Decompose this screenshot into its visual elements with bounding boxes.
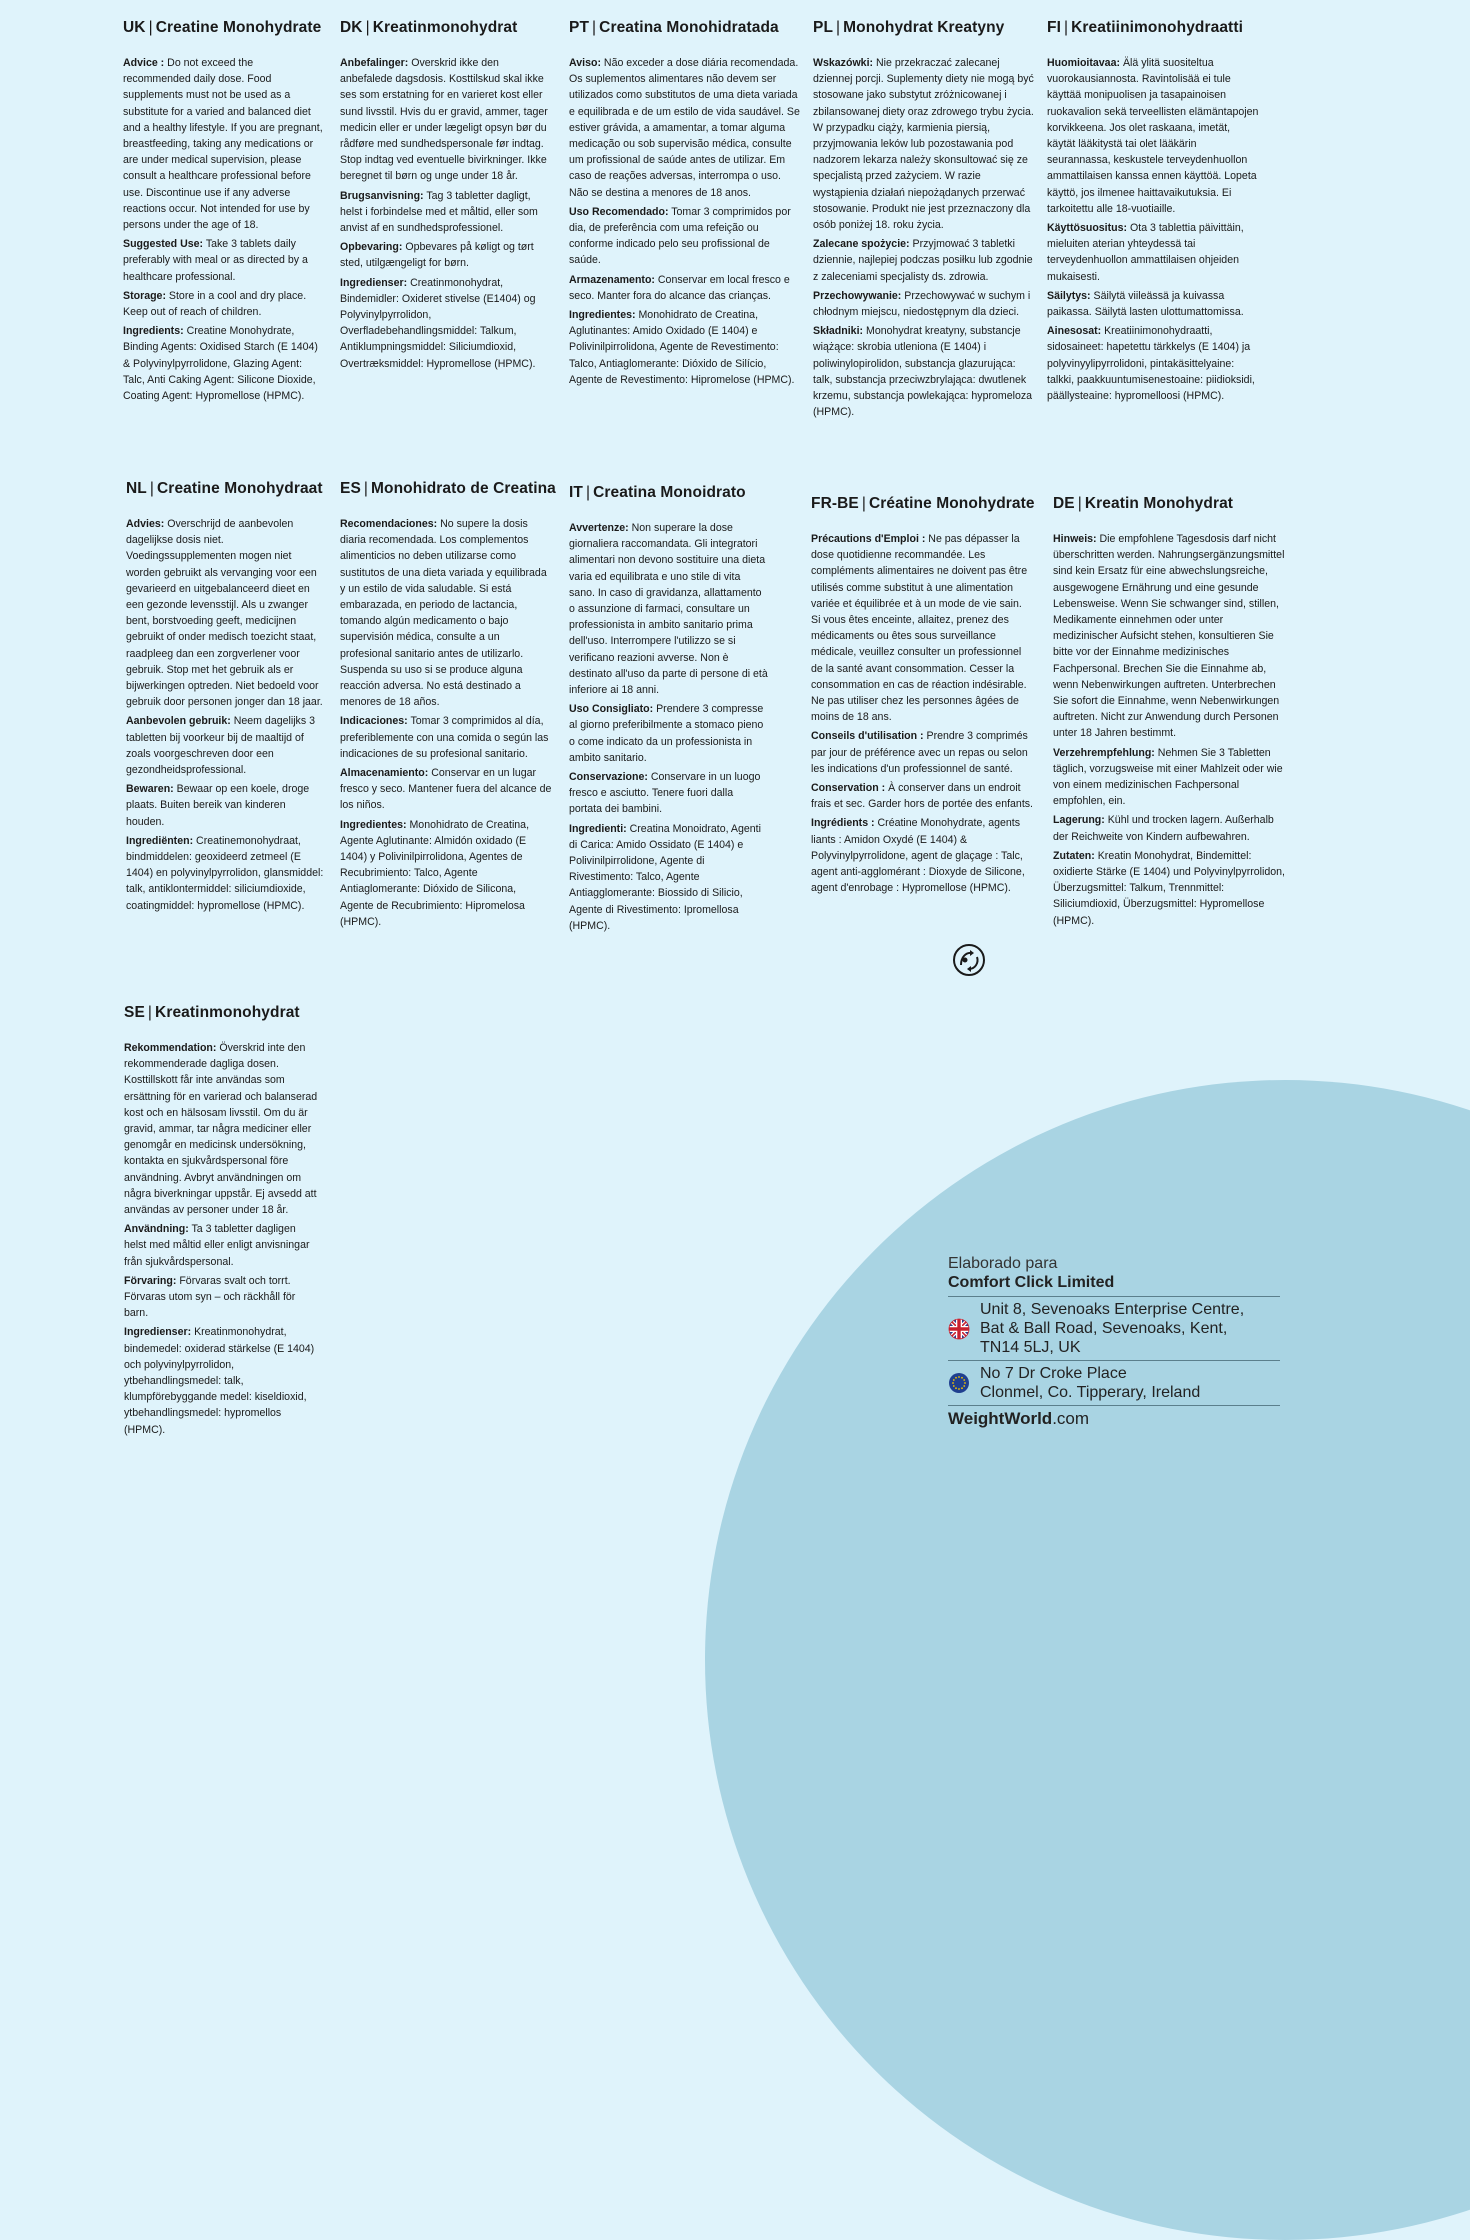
language-code: ES	[340, 480, 361, 497]
info-paragraph	[126, 516, 326, 710]
company-name: Comfort Click Limited	[948, 1274, 1115, 1291]
info-paragraph	[1047, 220, 1259, 285]
paragraph-label: Précautions d'Emploi :	[811, 533, 926, 545]
section-heading	[126, 480, 326, 498]
uk-address-line-2: Bat & Ball Road, Sevenoaks, Kent,	[980, 1320, 1228, 1337]
paragraph-label: Wskazówki:	[813, 57, 874, 69]
paragraph-label: Opbevaring:	[340, 241, 403, 254]
section-es	[340, 480, 556, 933]
paragraph-label: Ingredientes:	[340, 818, 407, 831]
paragraph-label: Ingrediënten:	[126, 834, 194, 847]
info-paragraph	[569, 821, 769, 934]
paragraph-label: Storage:	[123, 289, 166, 302]
paragraph-text: Älä ylitä suositeltua vuorokausiannosta. Ravintolisää ei tule käyttää monipuolisen ja tasapainoisen ruokavalion sekä terveellisten elämäntapojen korvikkeena. Jos olet raskaana, imetät, käytät lääkitystä tai olet lääkärin seurannassa, keskustele terveydenhuollon ammattilaisen kanssa ennen käyttöä. Lopeta käyttö, jos ilmenee haittavaikutuksia. Ei tarkoitettu alle 18-vuotiaille.	[1047, 57, 1259, 215]
paragraph-text: Creatinmonohydrat, Bindemidler: Oxideret stivelse (E1404) og Polyvinylpyrrolidon, Overfladebehandlingsmiddel: Talkum, Antiklumpningsmiddel: Siliciumdioxid, Overtræksmiddel: Hypromellose (HPMC).	[340, 276, 536, 370]
info-paragraph	[340, 239, 548, 271]
paragraph-text: Prendre 3 comprimés par jour de préférence avec un repas ou selon les indications d'un professionnel de santé.	[811, 730, 1028, 775]
info-paragraph	[340, 765, 552, 814]
paragraph-text: Kreatinmonohydrat, bindemedel: oxiderad stärkelse (E 1404) och polyvinylpyrrolidon, ytbehandlingsmedel: talk, klumpförebyggande medel: kiseldioxid, ytbehandlingsmedel: hypromellos (HPMC).	[124, 1326, 315, 1436]
eu-address-line-2: Clonmel, Co. Tipperary, Ireland	[980, 1384, 1201, 1401]
info-paragraph	[124, 1221, 320, 1270]
info-paragraph	[123, 55, 323, 233]
paragraph-label: Ingredienti:	[569, 822, 627, 835]
info-paragraph	[811, 531, 1033, 725]
language-code: FI	[1047, 19, 1061, 36]
language-code: NL	[126, 480, 147, 497]
paragraph-text: Do not exceed the recommended daily dose. Food supplements must not be used as a substitute for a varied and balanced diet and a healthy lifestyle. If you are pregnant, breastfeeding, taking any medications or are under medical supervision, please consult a healthcare professional before use. Discontinue use if any adverse reactions occur. Not intended for use by persons under the age of 18.	[123, 57, 323, 232]
uk-address	[948, 1297, 1280, 1360]
heading-separator: |	[861, 495, 866, 512]
info-paragraph	[811, 815, 1033, 896]
section-dk	[340, 19, 548, 375]
paragraph-label: Anbefalinger:	[340, 57, 409, 69]
paragraph-text: Ta 3 tabletter dagligen helst med måltid eller enligt anvisningar från sjukvårdspersonal.	[124, 1223, 310, 1268]
info-paragraph	[569, 701, 769, 766]
product-title: Creatine Monohydrate	[155, 19, 322, 36]
paragraph-text: Tomar 3 comprimidos por dia, de preferência com uma refeição ou conforme indicado pelo seu profissional de saúde.	[569, 205, 791, 267]
info-paragraph	[1053, 745, 1285, 810]
paragraph-label: Advies:	[126, 518, 165, 530]
paragraph-text: Förvaras svalt och torrt. Förvaras utom syn – och räckhåll för barn.	[124, 1274, 296, 1320]
heading-separator: |	[592, 19, 597, 36]
paragraph-label: Indicaciones:	[340, 715, 408, 728]
info-paragraph	[569, 769, 769, 818]
language-code: PL	[813, 19, 834, 36]
paragraph-label: Användning:	[124, 1223, 189, 1236]
paragraph-text: Nie przekraczać zalecanej dziennej porcji. Suplementy diety nie mogą być stosowane jako substytut zróżnicowanej i zbilansowanej diety oraz zdrowego trybu życia. W przypadku ciąży, karmienia piersią, przyjmowania leków lub pozostawania pod nadzorem lekarza należy skonsultować się ze specjalistą przed zażyciem. W razie wystąpienia działań niepożądanych przerwać stosowanie. Produkt nie jest przeznaczony dla osób poniżej 18. roku życia.	[813, 57, 1034, 232]
paragraph-text: À conserver dans un endroit frais et sec. Garder hors de portée des enfants.	[811, 782, 1033, 811]
section-fi	[1047, 19, 1259, 407]
paragraph-label: Armazenamento:	[569, 273, 655, 286]
paragraph-text: Tomar 3 comprimidos al día, preferiblemente con una comida o según las indicaciones de su profesional sanitario.	[340, 715, 549, 760]
info-paragraph	[123, 288, 323, 320]
paragraph-label: Conservazione:	[569, 771, 648, 784]
paragraph-text: Overskrid ikke den anbefalede dagsdosis. Kosttilskud skal ikke ses som erstatning for en varieret kost eller sund livsstil. Hvis du er gravid, ammer, tager medicin eller er under lægeligt opsyn bør du rådføre med sundhedspersonale før indtag. Stop indtag ved eventuelle bivirkninger. Ikke beregnet til børn og unge under 18 år.	[340, 57, 548, 183]
section-heading	[813, 19, 1035, 37]
section-heading	[123, 19, 323, 37]
section-heading	[569, 484, 769, 502]
paragraph-label: Składniki:	[813, 325, 864, 338]
paragraph-text: Store in a cool and dry place. Keep out of reach of children.	[123, 289, 307, 319]
paragraph-label: Ingrédients :	[811, 817, 875, 830]
info-paragraph	[340, 516, 552, 710]
heading-separator: |	[836, 19, 841, 36]
heading-separator: |	[147, 1004, 153, 1021]
paragraph-label: Ingredients:	[123, 325, 184, 338]
paragraph-label: Recomendaciones:	[340, 518, 438, 530]
paragraph-label: Förvaring:	[124, 1274, 177, 1287]
paragraph-label: Conservation :	[811, 782, 886, 795]
paragraph-text: Kühl und trocken lagern. Außerhalb der Reichweite von Kindern aufbewahren.	[1053, 814, 1274, 843]
product-title: Creatina Monohidratada	[599, 19, 779, 36]
paragraph-text: Säilytä viileässä ja kuivassa paikassa. Säilytä lasten ulottumattomissa.	[1047, 289, 1244, 319]
paragraph-label: Brugsanvisning:	[340, 189, 424, 202]
paragraph-label: Almacenamiento:	[340, 767, 429, 780]
section-pl	[813, 19, 1035, 423]
paragraph-label: Conseils d'utilisation :	[811, 730, 924, 743]
info-paragraph	[1047, 323, 1259, 404]
heading-separator: |	[1063, 19, 1069, 36]
paragraph-label: Bewaren:	[126, 783, 174, 796]
heading-separator: |	[363, 480, 369, 497]
paragraph-label: Ainesosat:	[1047, 325, 1102, 338]
language-code: UK	[123, 19, 146, 36]
paragraph-label: Aanbevolen gebruik:	[126, 715, 231, 728]
section-heading	[811, 495, 1033, 513]
paragraph-label: Uso Consigliato:	[569, 703, 654, 716]
paragraph-label: Advice :	[123, 57, 165, 69]
background-circle	[705, 1080, 1470, 2240]
paragraph-text: Bewaar op een koele, droge plaats. Buiten bereik van kinderen houden.	[126, 783, 310, 828]
info-paragraph	[1047, 55, 1259, 217]
paragraph-text: Przyjmować 3 tabletki dziennie, najlepiej podczas posiłku lub zgodnie z zaleceniami specjalisty ds. zdrowia.	[813, 238, 1033, 283]
section-it	[569, 484, 769, 937]
manufacturer-footer	[948, 1255, 1280, 1429]
brand-logo	[948, 1406, 1280, 1429]
brand-domain: .com	[1052, 1409, 1090, 1428]
paragraph-label: Aviso:	[569, 57, 601, 69]
paragraph-text: Överskrid inte den rekommenderade dagliga dosen. Kosttillskott får inte användas som ersättning för en varierad och balanserad kost och en hälsosam livsstil. Om du är gravid, ammar, tar några mediciner eller genomgår en medicinsk undersökning, kontakta en sjukvårdspersonal före användning. Avbryt användningen om några biverkningar uppstår. Ej avsedd att användas av personer under 18 år.	[124, 1042, 318, 1217]
paragraph-text: Conservar em local fresco e seco. Manter fora do alcance das crianças.	[569, 273, 790, 302]
uk-address-line-3: TN14 5LJ, UK	[980, 1339, 1081, 1356]
product-title: Creatina Monoidrato	[593, 484, 746, 501]
section-de	[1053, 495, 1285, 932]
paragraph-text: Monohidrato de Creatina, Aglutinantes: Amido Oxidado (E 1404) e Polivinilpirrolidona, Agente de Revestimento: Talco, Antiaglomerante: Dióxido de Silício, Agente de Revestimento: Hipromelose (HPMC).	[569, 309, 795, 386]
info-paragraph	[124, 1040, 320, 1218]
product-title: Kreatiinimonohydraatti	[1071, 19, 1243, 36]
paragraph-label: Suggested Use:	[123, 238, 204, 251]
paragraph-label: Hinweis:	[1053, 533, 1097, 545]
section-heading	[569, 19, 801, 37]
info-paragraph	[126, 781, 326, 830]
paragraph-label: Zutaten:	[1053, 849, 1095, 862]
info-paragraph	[813, 236, 1035, 285]
section-heading	[340, 19, 548, 37]
info-paragraph	[126, 833, 326, 914]
paragraph-label: Ingredienser:	[340, 276, 408, 289]
paragraph-label: Verzehrempfehlung:	[1053, 746, 1155, 759]
info-paragraph	[569, 520, 769, 698]
section-pt	[569, 19, 801, 391]
section-heading	[124, 1004, 320, 1022]
paragraph-text: Monohidrato de Creatina, Agente Aglutinante: Almidón oxidado (E 1404) y Polivinilpirrolidona, Agentes de Recubrimiento: Talco, Agente Antiaglomerante: Dióxido de Silicona, Agente de Recubrimiento: Hipromelosa (HPMC).	[340, 818, 530, 928]
product-title: Créatine Monohydrate	[869, 495, 1035, 512]
paragraph-text: Nehmen Sie 3 Tabletten täglich, vorzugsweise mit einer Mahlzeit oder wie von einem medizinischen Fachpersonal empfohlen, ein.	[1053, 746, 1283, 808]
heading-separator: |	[1077, 495, 1082, 512]
paragraph-text: Monohydrat kreatyny, substancje wiążące: skrobia utleniona (E 1404) i poliwinylopirolidon, substancja glazurująca: talk, substancja przeciwzbrylająca: dwutlenek krzemu, substancja powlekająca: hypromeloza (HPMC).	[813, 325, 1033, 419]
paragraph-text: Creatine Monohydrate, Binding Agents: Oxidised Starch (E 1404) & Polyvinylpyrrolidone, Glazing Agent: Talc, Anti Caking Agent: Silicone Dioxide, Coating Agent: Hypromellose (HPMC).	[123, 325, 318, 403]
paragraph-text: Conservare in un luogo fresco e asciutto. Tenere fuori dalla portata dei bambini.	[569, 771, 761, 816]
paragraph-text: Non superare la dose giornaliera raccomandata. Gli integratori alimentari non devono sostituire una dieta varia ed equilibrata e uno stile di vita sano. In caso di gravidanza, allattamento o assunzione di farmaci, consultare un professionista in ambito sanitario prima dell'uso. Interrompere l'utilizzo se si verificano reazioni avverse. Non è destinato all'uso da parte di persone di età inferiore ai 18 anni.	[569, 522, 768, 697]
paragraph-text: Overschrijd de aanbevolen dagelijkse dosis niet. Voedingssupplementen mogen niet worden gebruikt als vervanging voor een gevarieerd en uitgebalanceerd dieet en een gezonde levensstijl. Als u zwanger bent, borstvoeding geeft, medicijnen gebruikt of onder medisch toezicht staat, raadpleeg dan een zorgverlener voor gebruik. Stop met het gebruik als er bijwerkingen optreden. Niet bedoeld voor gebruik door personen jonger dan 18 jaar.	[126, 518, 323, 709]
paragraph-text: Opbevares på køligt og tørt sted, utilgængeligt for børn.	[340, 241, 534, 270]
info-paragraph	[1047, 288, 1259, 320]
paragraph-text: Przechowywać w suchym i chłodnym miejscu, niedostępnym dla dzieci.	[813, 289, 1031, 319]
paragraph-text: Take 3 tablets daily preferably with meal or as directed by a healthcare professional.	[123, 238, 308, 283]
info-paragraph	[340, 275, 548, 372]
section-heading	[340, 480, 556, 498]
paragraph-text: Créatine Monohydrate, agents liants : Amidon Oxydé (E 1404) & Polyvinylpyrrolidone, agent de glaçage : Talc, agent anti-agglomérant : Dioxyde de Silicone, agent d'enrobage : Hypromellose (HPMC).	[811, 817, 1025, 895]
paragraph-text: Creatinemonohydraat, bindmiddelen: geoxideerd zetmeel (E 1404) en polyvinylpyrrolidon, glansmiddel: talk, antiklontermiddel: siliciumdioxide, coatingmiddel: hypromellose (HPMC).	[126, 834, 324, 912]
product-title: Kreatinmonohydrat	[372, 19, 518, 36]
paragraph-text: Kreatiinimonohydraatti, sidosaineet: hapetettu tärkkelys (E 1404) ja polyvinyylipyrrolidoni, pintakäsittelyaine: talkki, paakkuuntumisenestoaine: piidioksidi, päällysteaine: hypromelloosi (HPMC).	[1047, 325, 1255, 403]
language-code: DK	[340, 19, 363, 36]
paragraph-label: Przechowywanie:	[813, 289, 902, 302]
info-paragraph	[569, 307, 801, 388]
product-title: Monohidrato de Creatina	[371, 480, 556, 497]
section-heading	[1047, 19, 1259, 37]
section-uk	[123, 19, 323, 407]
paragraph-label: Uso Recomendado:	[569, 205, 669, 218]
language-code: IT	[569, 484, 583, 501]
info-paragraph	[1053, 848, 1285, 929]
product-title: Monohydrat Kreatyny	[843, 19, 1005, 36]
paragraph-text: Prendere 3 compresse al giorno preferibilmente a stomaco pieno o come indicato da un professionista in ambito sanitario.	[569, 703, 764, 764]
info-paragraph	[1053, 812, 1285, 844]
paragraph-label: Säilytys:	[1047, 289, 1091, 302]
paragraph-text: Tag 3 tabletter dagligt, helst i forbindelse med et måltid, eller som anvist af en sundhedsprofessionel.	[340, 189, 538, 235]
paragraph-text: Neem dagelijks 3 tabletten bij voorkeur bij de maaltijd of zoals voorgeschreven door een gezondheidsprofessional.	[126, 715, 315, 777]
eu-flag-icon	[948, 1372, 970, 1394]
heading-separator: |	[148, 19, 153, 36]
uk-address-line-1: Unit 8, Sevenoaks Enterprise Centre,	[980, 1301, 1245, 1318]
language-code: PT	[569, 19, 590, 36]
eu-address-line-1: No 7 Dr Croke Place	[980, 1365, 1127, 1382]
product-title: Kreatinmonohydrat	[155, 1004, 300, 1021]
info-paragraph	[569, 272, 801, 304]
recycle-icon	[952, 943, 986, 977]
info-paragraph	[813, 323, 1035, 420]
product-title: Creatine Monohydraat	[157, 480, 323, 497]
paragraph-label: Ingredientes:	[569, 309, 636, 322]
paragraph-text: No supere la dosis diaria recomendada. Los complementos alimenticios no deben utilizarse como sustitutos de una dieta variada y equilibrada y un estilo de vida saludable. Si está embarazada, en periodo de lactancia, tomando algún medicamento o bajo supervisión médica, consulte a un profesional sanitario antes de utilizarlo. Suspenda su uso si se produce alguna reacción adversa. No está destinado a menores de 18 años.	[340, 518, 547, 709]
info-paragraph	[340, 188, 548, 237]
info-paragraph	[340, 713, 552, 762]
language-code: SE	[124, 1004, 145, 1021]
info-paragraph	[126, 713, 326, 778]
uk-flag-icon	[948, 1318, 970, 1340]
info-paragraph	[1053, 531, 1285, 742]
language-code: FR-BE	[811, 495, 859, 512]
paragraph-text: Ne pas dépasser la dose quotidienne recommandée. Les compléments alimentaires ne doivent pas être utilisés comme substitut à une alimentation variée et équilibrée et à un mode de vie sain. Si vous êtes enceinte, allaitez, prenez des médicaments ou êtes sous surveillance médicale, veuillez consulter un professionnel de la santé avant consommation. Cesser la consommation en cas de réaction indésirable. Ne pas utiliser chez les personnes âgées de moins de 18 ans.	[811, 533, 1028, 724]
section-heading	[1053, 495, 1285, 513]
paragraph-label: Lagerung:	[1053, 814, 1105, 827]
paragraph-text: Creatina Monoidrato, Agenti di Carica: Amido Ossidato (E 1404) e Polivinilpirrolidone, Agente di Rivestimento: Talco, Agente Antiagglomerante: Biossido di Silicio, Agente di Rivestimento: Ipromellosa (HPMC).	[569, 822, 761, 932]
info-paragraph	[123, 323, 323, 404]
brand-name: WeightWorld	[948, 1409, 1053, 1428]
paragraph-label: Zalecane spożycie:	[813, 238, 910, 251]
info-paragraph	[569, 55, 801, 201]
heading-separator: |	[585, 484, 591, 501]
info-paragraph	[124, 1324, 320, 1437]
info-paragraph	[811, 780, 1033, 812]
section-se	[124, 1004, 320, 1441]
paragraph-label: Käyttösuositus:	[1047, 222, 1128, 235]
heading-separator: |	[365, 19, 370, 36]
info-paragraph	[340, 55, 548, 185]
info-paragraph	[811, 728, 1033, 777]
info-paragraph	[340, 817, 552, 930]
info-paragraph	[813, 55, 1035, 233]
section-nl	[126, 480, 326, 917]
made-for-label: Elaborado para	[948, 1255, 1058, 1272]
paragraph-text: Conservar en un lugar fresco y seco. Mantener fuera del alcance de los niños.	[340, 767, 552, 812]
paragraph-text: Ota 3 tablettia päivittäin, mieluiten aterian yhteydessä tai terveydenhuollon ammattilaisen ohjeiden mukaisesti.	[1047, 222, 1244, 283]
eu-address	[948, 1361, 1280, 1405]
paragraph-label: Ingredienser:	[124, 1326, 192, 1339]
product-title: Kreatin Monohydrat	[1084, 495, 1234, 512]
info-paragraph	[123, 236, 323, 285]
info-paragraph	[124, 1273, 320, 1322]
language-code: DE	[1053, 495, 1075, 512]
paragraph-label: Huomioitavaa:	[1047, 57, 1120, 69]
paragraph-text: Die empfohlene Tagesdosis darf nicht überschritten werden. Nahrungsergänzungsmittel sind kein Ersatz für eine abwechslungsreiche, ausgewogene Ernährung und eine gesunde Lebensweise. Wenn Sie schwanger sind, stillen, Medikamente einnehmen oder unter medizinischer Aufsicht stehen, konsultieren Sie bitte vor der Einnahme medizinisches Fachpersonal. Brechen Sie die Einnahme ab, wenn Nebenwirkungen auftreten. Unterbrechen Sie sofort die Einnahme, wenn Nebenwirkungen auftreten. Nicht zur Anwendung durch Personen unter 18 Jahren bestimmt.	[1053, 533, 1285, 740]
info-paragraph	[569, 204, 801, 269]
section-frbe	[811, 495, 1033, 899]
paragraph-text: Kreatin Monohydrat, Bindemittel: oxidierte Stärke (E 1404) und Polyvinylpyrrolidon, Überzugsmittel: Talkum, Trennmittel: Siliciumdioxid, Überzugsmittel: Hypromellose (HPMC).	[1053, 849, 1286, 927]
paragraph-label: Avvertenze:	[569, 522, 629, 534]
paragraph-label: Rekommendation:	[124, 1042, 217, 1054]
paragraph-text: Não exceder a dose diária recomendada. Os suplementos alimentares não devem ser utilizados como substitutos de uma dieta variada e equilibrada e de um estilo de vida saudável. Se estiver grávida, a amamentar, a tomar alguma medicação ou sob supervisão médica, consulte um profissional de saúde antes de utilizar. Em caso de reações adversas, interrompa o uso. Não se destina a menores de 18 anos.	[569, 57, 800, 199]
heading-separator: |	[149, 480, 155, 497]
info-paragraph	[813, 288, 1035, 320]
